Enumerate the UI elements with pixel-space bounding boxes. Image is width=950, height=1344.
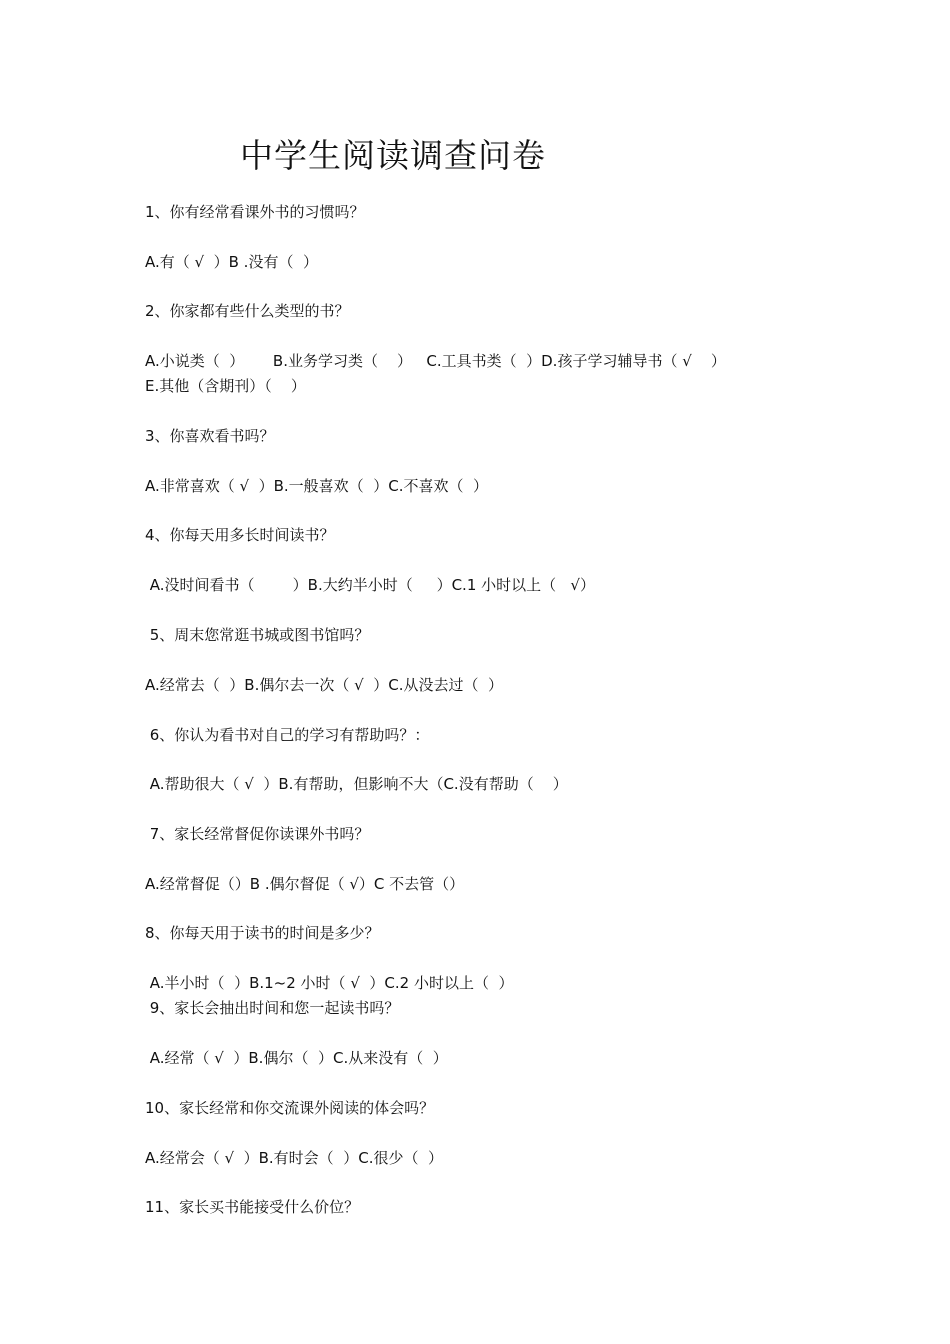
answer-2-line-1: A.小说类（ ） B.业务学习类（ ） C.工具书类（ ）D.孩子学习辅导书（ √ ） [145,352,726,370]
answer-2-line-2: E.其他（含期刊）（ ） [145,377,306,395]
question-11: 11、家长买书能接受什么价位？ [145,1198,360,1216]
answer-10: A.经常会（ √ ）B.有时会（ ）C.很少（ ） [145,1149,444,1167]
question-10: 10、家长经常和你交流课外阅读的体会吗？ [145,1099,435,1117]
answer-3: A.非常喜欢（ √ ）B.一般喜欢（ ）C.不喜欢（ ） [145,477,489,495]
question-1: 1、你有经常看课外书的习惯吗？ [145,203,365,221]
question-4: 4、你每天用多长时间读书？ [145,526,335,544]
answer-6: A.帮助很大（ √ ）B.有帮助，但影响不大（C.没有帮助（ ） [145,775,568,793]
page-title: 中学生阅读调查问卷 [240,136,546,175]
answer-9: A.经常（ √ ）B.偶尔（ ）C.从来没有（ ） [145,1049,448,1067]
question-7: 7、家长经常督促你读课外书吗？ [145,825,370,843]
question-2: 2、你家都有些什么类型的书？ [145,302,350,320]
answer-4: A.没时间看书（ ）B.大约半小时（ ）C.1 小时以上（ √） [145,576,595,594]
answer-1: A.有（ √ ）B .没有（ ） [145,253,318,271]
question-8: 8、你每天用于读书的时间是多少？ [145,924,380,942]
answer-8: A.半小时（ ）B.1~2 小时（ √ ）C.2 小时以上（ ） [145,974,514,992]
question-6: 6、你认为看书对自己的学习有帮助吗？： [145,726,430,744]
question-9: 9、家长会抽出时间和您一起读书吗？ [145,999,400,1017]
answer-5: A.经常去（ ）B.偶尔去一次（ √ ）C.从没去过（ ） [145,676,504,694]
question-5: 5、周末您常逛书城或图书馆吗？ [145,626,370,644]
question-3: 3、你喜欢看书吗？ [145,427,275,445]
answer-7: A.经常督促（）B .偶尔督促（ √）C 不去管（） [145,875,465,893]
